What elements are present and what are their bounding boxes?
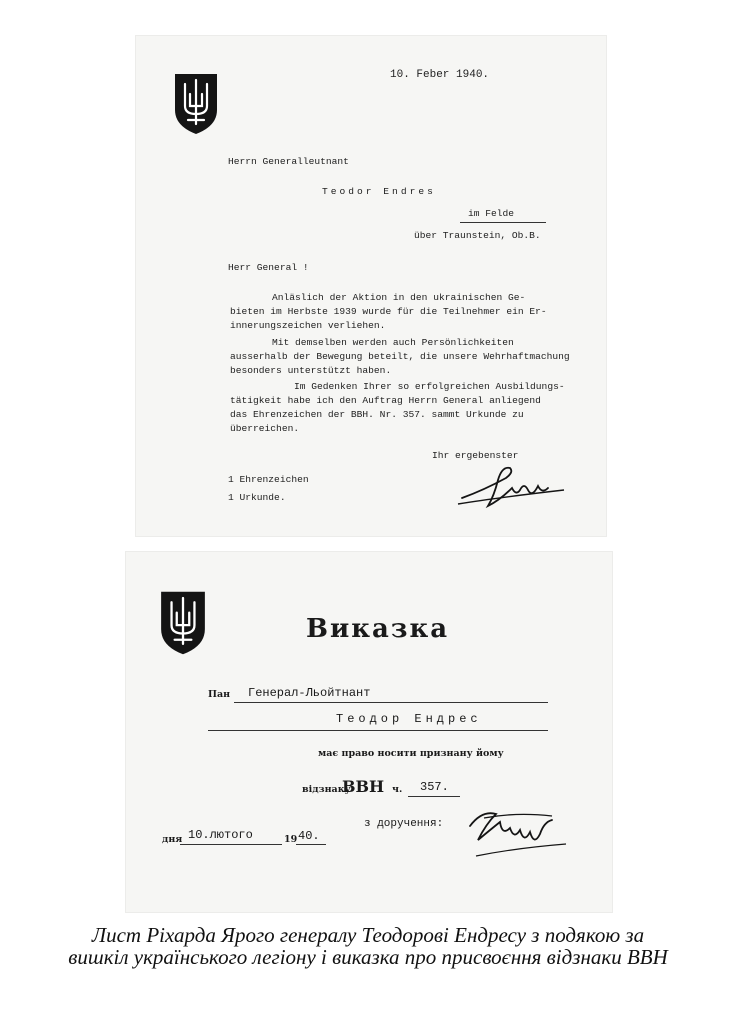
award-number: 357.: [420, 780, 449, 794]
place-underline: [460, 222, 546, 223]
pan-label: Пан: [208, 689, 231, 700]
letter-document: [136, 36, 606, 536]
enclosure-item: 1 Urkunde.: [228, 492, 286, 503]
body-line: tätigkeit habe ich den Auftrag Herrn General anliegend: [230, 395, 541, 406]
body-line: überreichen.: [230, 423, 300, 434]
body-line: Im Gedenken Ihrer so erfolgreichen Ausbildungs-: [294, 381, 565, 392]
caption-line: вишкіл українського легіону і виказка про присвоєння відзнаки ВВН: [68, 945, 668, 969]
by-order-label: з доручення:: [364, 818, 444, 830]
date-value: 10.лютого: [188, 828, 253, 842]
enclosure-item: 1 Ehrenzeichen: [228, 474, 309, 485]
figure-caption: [0, 924, 736, 968]
body-line: besonders unterstützt haben.: [230, 365, 392, 376]
body-line: das Ehrenzeichen der BBH. Nr. 357. sammt Urkunde zu: [230, 409, 524, 420]
body-line: innerungszeichen verliehen.: [230, 320, 386, 331]
trident-shield-icon: [158, 586, 208, 658]
name-value: Теодор Ендрес: [336, 712, 482, 726]
trident-shield-icon: [172, 70, 220, 136]
right-text: має право носити признану йому: [318, 748, 504, 759]
signature-image: [454, 460, 574, 512]
rank-underline: [234, 702, 548, 703]
year-suffix: 40.: [298, 829, 320, 843]
number-label: ч.: [392, 784, 403, 795]
year-underline: [296, 844, 326, 845]
body-line: Anläslich der Aktion in den ukrainischen Ge-: [272, 292, 526, 303]
addressee-place: im Felde: [468, 208, 515, 219]
letter-date: 10. Feber 1940.: [390, 69, 490, 81]
certificate-document: [126, 552, 612, 912]
name-underline: [208, 730, 548, 731]
date-label: дня: [162, 834, 183, 845]
letter-closing: Ihr ergebenster: [432, 450, 519, 461]
certificate-title: Виказка: [306, 614, 450, 644]
body-line: ausserhalb der Bewegung beteilt, die unsere Wehrhaftmachung: [230, 351, 570, 362]
caption-line: Лист Ріхарда Ярого генералу Теодорові Ендресу з подякою за: [91, 923, 645, 947]
rank-value: Генерал-Льойтнант: [248, 686, 371, 700]
body-line: bieten im Herbste 1939 wurde für die Teilnehmer ein Er-: [230, 306, 547, 317]
award-label: відзнаку: [302, 784, 351, 795]
body-line: Mit demselben werden auch Persönlichkeiten: [272, 337, 514, 348]
addressee-title: Herrn Generalleutnant: [228, 156, 349, 167]
year-prefix: 19: [284, 834, 298, 845]
salutation: Herr General !: [228, 262, 309, 273]
addressee-via: über Traunstein, Ob.B.: [414, 230, 541, 241]
award-abbr: ВВН: [342, 777, 385, 796]
addressee-name: Teodor Endres: [322, 186, 436, 197]
signature-image: [456, 800, 576, 864]
date-underline: [180, 844, 282, 845]
number-underline: [408, 796, 460, 797]
